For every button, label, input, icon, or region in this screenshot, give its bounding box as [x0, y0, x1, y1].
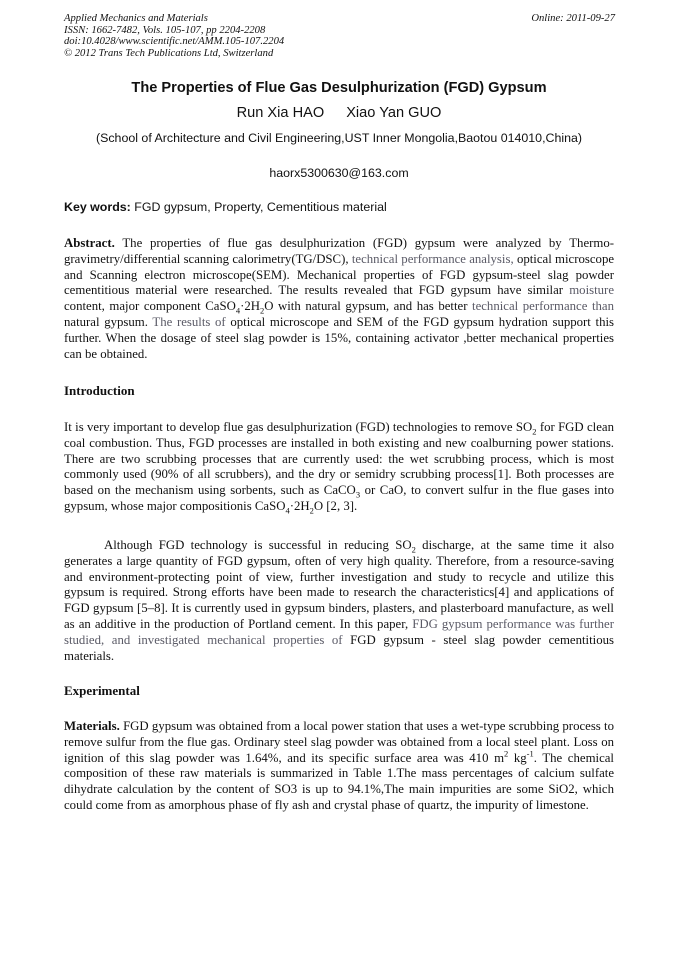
- materials-paragraph: [64, 719, 614, 814]
- journal-name: Applied Mechanics and Materials: [64, 13, 208, 24]
- paragraph-text: for FGD clean coal combustion. Thus, FGD processes are installed in both existing and new coalburning power stations. There are two scrubbing processes that are currently used: the wet scrubbing process, which is most commonly used (90% of all scrubbers), and the dry or semidry scrubbing process[1]. Both processes are based on the mechanism using sorbents, such as CaCO: [64, 420, 614, 498]
- paragraph-text: or CaO, to convert sulfur in the flue gases into gypsum, whose major compositionis CaSO: [64, 483, 614, 513]
- subscript: 4: [235, 305, 241, 316]
- introduction-paragraph: [64, 420, 614, 515]
- abstract-text: optical microscope and SEM of the FGD gypsum hydration support this further. When the dosage of steel slag powder is 15%, containing activator ,better mechanical properties can be obtained.: [64, 314, 615, 361]
- abstract-text: The properties of flue gas desulphurization (FGD) gypsum were analyzed by Thermo-gravimetry/differential scanning calorimetry(TG/DSC),: [64, 236, 614, 266]
- subscript: 2: [411, 544, 416, 555]
- issn-line: ISSN: 1662-7482, Vols. 105-107, pp 2204-2208: [64, 24, 266, 36]
- section-heading-experimental: Experimental: [64, 683, 140, 698]
- abstract: [64, 236, 614, 362]
- abstract-text: moisture: [569, 283, 615, 298]
- keywords-label: Key words:: [64, 200, 131, 214]
- online-date: Online: 2011-09-27: [531, 13, 615, 24]
- keywords-text: FGD gypsum, Property, Cementitious material: [134, 200, 387, 214]
- running-header: [64, 13, 615, 59]
- paragraph-text: O [2, 3].: [313, 498, 358, 513]
- abstract-text: technical performance than: [472, 299, 614, 314]
- materials-label: Materials.: [64, 719, 120, 733]
- introduction-paragraph: [64, 538, 614, 664]
- author-email: haorx5300630@163.com: [269, 166, 409, 180]
- subscript: 2: [259, 305, 265, 316]
- author-name: Xiao Yan GUO: [346, 105, 442, 121]
- paper-title: The Properties of Flue Gas Desulphurization (FGD) Gypsum: [131, 80, 547, 96]
- paragraph-text: . The chemical composition of these raw materials is summarized in Table 1.The mass percentages of calcium sulfate dihydrate calculation by the content of SO3 is up to 94.1%,The main impurities are some SiO2, which could come from as amorphous phase of fly ash and crystal phase of quartz, the impurity of limestone.: [64, 750, 614, 812]
- paragraph-text: Although FGD technology is successful in reducing SO: [104, 538, 412, 552]
- abstract-text: ·2H: [240, 299, 260, 314]
- paragraph-text: FGD gypsum - steel slag powder cementitious materials.: [64, 632, 614, 663]
- abstract-label: Abstract.: [64, 236, 115, 250]
- paragraph-text: kg: [508, 750, 527, 765]
- superscript: 2: [504, 748, 509, 759]
- subscript: 2: [309, 505, 314, 516]
- section-heading-introduction: Introduction: [64, 383, 135, 398]
- author-name: Run Xia HAO: [236, 105, 325, 121]
- superscript: -1: [526, 748, 534, 759]
- subscript: 2: [532, 426, 537, 437]
- paragraph-text: discharge, at the same time it also generates a large quantity of FGD gypsum, often of very high quality. Therefore, from a resource-saving and environment-protecting point of view, further investigation and study to recycle and utilize this gypsum is required. Strong efforts have been made to research the characteristics[4] and applications of FGD gypsum [5–8]. It is currently used in gypsum binders, plasters, and plasterboard manufacture, as well as an additive in the production of Portland cement. In this paper,: [64, 538, 614, 631]
- keywords: [64, 200, 387, 214]
- paragraph-text: ·2H: [289, 498, 310, 513]
- abstract-text: The results of: [152, 314, 226, 329]
- copyright-line: © 2012 Trans Tech Publications Ltd, Switzerland: [64, 47, 274, 59]
- abstract-text: O with natural gypsum, and has better: [264, 299, 468, 314]
- affiliation: (School of Architecture and Civil Engineering,UST Inner Mongolia,Baotou 014010,China): [95, 131, 583, 145]
- paragraph-text: It is very important to develop flue gas desulphurization (FGD) technologies to remove SO: [64, 420, 533, 434]
- abstract-text: content, major component CaSO: [64, 299, 236, 314]
- paragraph-text: FGD gypsum was obtained from a local power station that uses a wet-type scrubbing process to remove sulfur from the flue gas. Ordinary steel slag powder was obtained from a local steel plant. Loss on ignition of this slag powder was 1.64%, and its specific surface area was 410 m: [64, 719, 614, 765]
- doi-line: doi:10.4028/www.scientific.net/AMM.105-107.2204: [64, 36, 285, 48]
- abstract-text: technical performance analysis,: [351, 251, 514, 266]
- paragraph-text: FDG gypsum performance was further studied, and investigated mechanical properties of: [64, 616, 615, 647]
- abstract-text: optical microscope and Scanning electron microscope(SEM). Mechanical properties of FGD gypsum-steel slag powder cementitious material were researched. The results revealed that FGD gypsum have similar: [64, 251, 615, 298]
- subscript: 3: [355, 489, 361, 500]
- abstract-text: natural gypsum.: [64, 314, 148, 329]
- subscript: 4: [285, 505, 290, 516]
- author-list: [0, 105, 678, 121]
